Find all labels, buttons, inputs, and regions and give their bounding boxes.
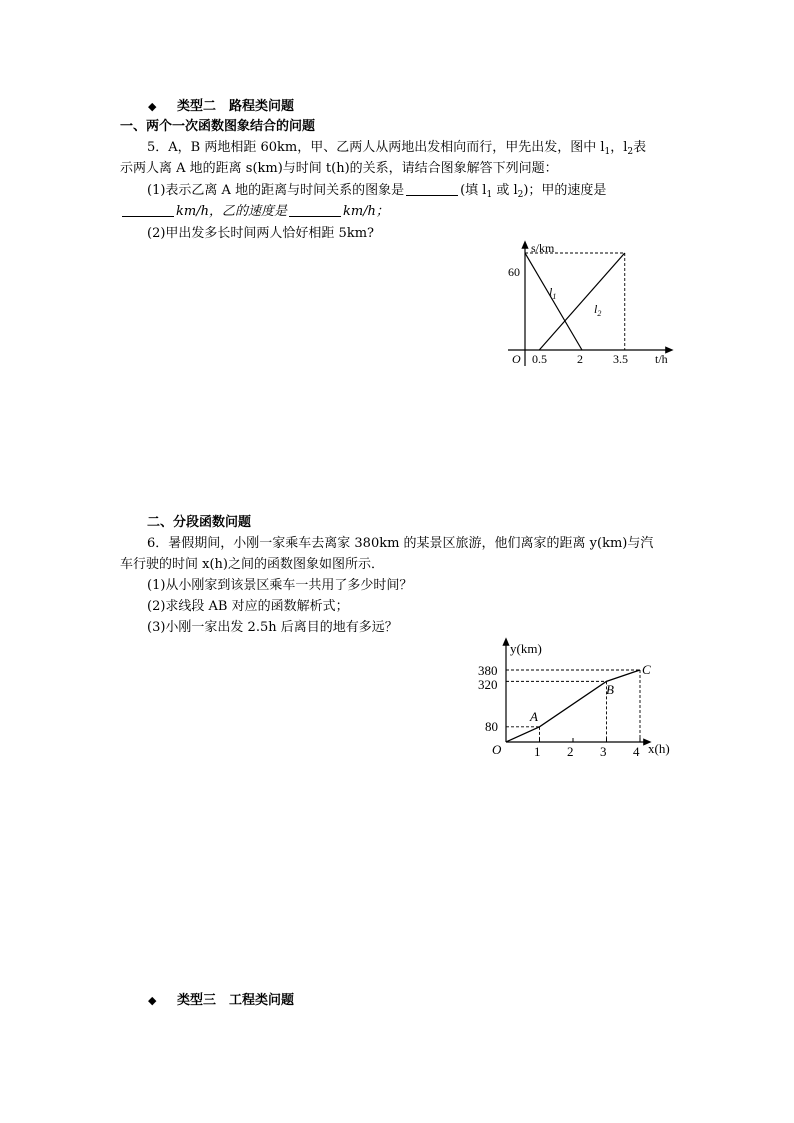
origin-label: O	[512, 352, 521, 366]
label-l1: $l_1$	[549, 285, 557, 301]
q6-sub2: (2)求线段 AB 对应的函数解析式；	[147, 599, 349, 614]
x-tick-3.5: 3.5	[613, 352, 628, 366]
label-l2: $l_2$	[594, 302, 602, 318]
section2-title: 类型二 路程类问题	[177, 99, 295, 114]
x-axis-label: t/h	[655, 352, 668, 366]
q5-line1: 5．A，B 两地相距 60km，甲、乙两人从两地出发相向而行，甲先出发，图中 $l_1$，$l_2$表	[147, 140, 647, 157]
x-tick-4: 4	[633, 744, 640, 759]
point-label-b: B	[606, 682, 614, 697]
x-tick-1: 1	[534, 744, 541, 759]
guide-lines	[506, 670, 640, 742]
chart-piecewise	[470, 635, 690, 765]
series-line-OABC	[506, 670, 640, 742]
point-label-c: C	[642, 662, 651, 677]
section2-heading	[148, 98, 294, 116]
part1-title: 一、两个一次函数图象结合的问题	[120, 119, 316, 134]
point-label-a: A	[530, 709, 538, 724]
y-axis-label: s/km	[531, 241, 555, 255]
q5-sub2: (2)甲出发多长时间两人恰好相距 5km?	[147, 226, 374, 241]
q6-sub3: (3)小刚一家出发 2.5h 后离目的地有多远？	[147, 620, 398, 635]
q5-sub1-line1: (1)表示乙离 A 地的距离与时间关系的图象是 (填 $l_1$ 或 $l_2$)；甲的速度是	[147, 183, 607, 200]
answer-blank-3[interactable]	[289, 203, 341, 217]
part2-title: 二、分段函数问题	[147, 515, 252, 530]
y-tick-80: 80	[485, 719, 498, 734]
diamond-bullet-icon: ◆	[148, 100, 157, 113]
section3-heading	[148, 992, 294, 1010]
q5-line2: 示两人离 A 地的距离 s(km)与时间 t(h)的关系，请结合图象解答下列问题：	[120, 161, 558, 176]
guide-lines	[525, 253, 625, 350]
series-line-l1	[525, 253, 582, 350]
y-tick-60: 60	[508, 265, 520, 279]
x-tick-0.5: 0.5	[532, 352, 547, 366]
series-lines	[525, 253, 625, 350]
x-axis-label: x(h)	[648, 741, 670, 756]
q5-sub1-line2: km/h，乙的速度是 km/h；	[120, 203, 389, 221]
q6-sub1: (1)从小刚家到该景区乘车一共用了多少时间？	[147, 578, 413, 593]
y-tick-380: 380	[478, 663, 498, 678]
y-tick-320: 320	[478, 677, 498, 692]
answer-blank-1[interactable]	[406, 182, 458, 196]
answer-blank-2[interactable]	[122, 203, 174, 217]
series-lines	[506, 670, 640, 742]
diamond-bullet-icon: ◆	[148, 994, 157, 1007]
y-axis-label: y(km)	[510, 641, 542, 656]
section3-title: 类型三 工程类问题	[177, 993, 295, 1008]
x-tick-3: 3	[600, 744, 607, 759]
chart-distance-time	[500, 238, 685, 373]
q6-line1: 6．暑假期间，小刚一家乘车去离家 380km 的某景区旅游，他们离家的距离 y(km)与汽	[147, 536, 654, 551]
q6-line2: 车行驶的时间 x(h)之间的函数图象如图所示．	[120, 557, 384, 572]
origin-label: O	[492, 742, 502, 757]
series-line-l2	[539, 253, 625, 350]
x-tick-2: 2	[567, 744, 574, 759]
x-tick-2: 2	[577, 352, 583, 366]
